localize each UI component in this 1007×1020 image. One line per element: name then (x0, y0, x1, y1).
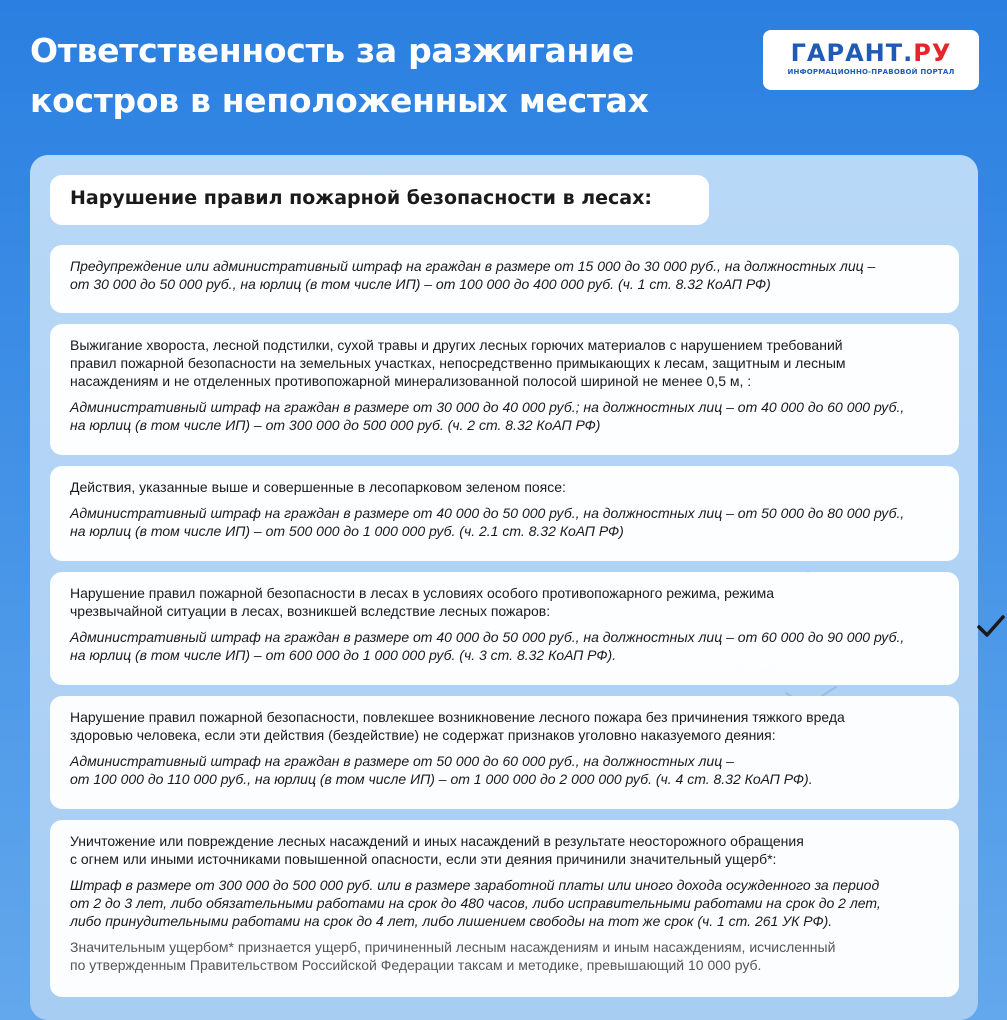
penalty-line-1: Административный штраф на граждан в размере от 30 000 до 40 000 руб.; на должностных лиц – от 40 000 до 60 000 руб., (70, 399, 905, 415)
penalty-text (70, 504, 939, 540)
logo-name-part-1: ГАРАНТ. (790, 39, 914, 67)
penalty-line-2: от 2 до 3 лет, либо обязательными работами на срок до 480 часов, либо исправительными работами на срок до 2 лет, (70, 895, 881, 911)
logo-name-part-2: РУ (913, 39, 952, 67)
penalty-line-2: от 30 000 до 50 000 руб., на юрлиц (в том числе ИП) – от 100 000 до 400 000 руб. (ч. 1 ст. 8.32 КоАП РФ) (70, 276, 771, 292)
penalty-line-2: на юрлиц (в том числе ИП) – от 500 000 до 1 000 000 руб. (ч. 2.1 ст. 8.32 КоАП РФ) (70, 523, 624, 539)
description-line-1: Нарушение правил пожарной безопасности, повлекшее возникновение лесного пожара без причинения тяжкого вреда (70, 709, 845, 725)
description-line-2: здоровью человека, если эти действия (бездействие) не содержат признаков уголовно наказуемого деяния: (70, 727, 776, 743)
penalty-line-1: Административный штраф на граждан в размере от 40 000 до 50 000 руб., на должностных лиц – от 50 000 до 80 000 руб., (70, 505, 905, 521)
penalty-text (70, 257, 939, 293)
penalty-line-2: от 100 000 до 110 000 руб., на юрлиц (в том числе ИП) – от 1 000 000 до 2 000 000 руб. (ч. 4 ст. 8.32 КоАП РФ). (70, 771, 813, 787)
penalty-line-1: Предупреждение или административный штраф на граждан в размере от 15 000 до 30 000 руб., на должностных лиц – (70, 258, 876, 274)
description-line-2: чрезвычайной ситуации в лесах, возникшей вследствие лесных пожаров: (70, 603, 551, 619)
footnote-line-1: Значительным ущербом* признается ущерб, причиненный лесным насаждениям и иным насаждениям, исчисленный (70, 939, 836, 955)
penalty-card-1 (50, 245, 959, 313)
description-line-1: Действия, указанные выше и совершенные в лесопарковом зеленом поясе: (70, 479, 566, 495)
penalty-card-5 (50, 696, 959, 809)
violation-description (70, 708, 939, 744)
description-line-1: Выжигание хвороста, лесной подстилки, сухой травы и других лесных горючих материалов с нарушением требований (70, 337, 843, 353)
logo-tagline: ИНФОРМАЦИОННО-ПРАВОВОЙ ПОРТАЛ (787, 68, 955, 76)
violation-description (70, 584, 939, 620)
penalty-text (70, 398, 939, 434)
penalty-card-6 (50, 820, 959, 997)
violation-description (70, 478, 939, 496)
penalty-card-4 (50, 572, 959, 685)
description-line-1: Уничтожение или повреждение лесных насаждений и иных насаждений в результате неосторожного обращения (70, 833, 804, 849)
penalty-text (70, 752, 939, 788)
footnote-line-2: по утвержденным Правительством Российской Федерации таксам и методике, превышающий 10 000 руб. (70, 957, 762, 973)
violation-description (70, 336, 939, 390)
checkmark-icon (976, 612, 1006, 640)
penalty-card-2 (50, 324, 959, 455)
penalty-line-1: Штраф в размере от 300 000 до 500 000 руб. или в размере заработной платы или иного дохода осужденного за период (70, 877, 880, 893)
penalty-line-1: Административный штраф на граждан в размере от 40 000 до 50 000 руб., на должностных лиц – от 60 000 до 90 000 руб., (70, 629, 905, 645)
penalty-text (70, 628, 939, 664)
description-line-3: насаждениям и не отделенных противопожарной минерализованной полосой шириной не менее 0,5 м, : (70, 373, 752, 389)
description-line-1: Нарушение правил пожарной безопасности в лесах в условиях особого противопожарного режима, режима (70, 585, 775, 601)
penalty-line-1: Административный штраф на граждан в размере от 50 000 до 60 000 руб., на должностных лиц – (70, 753, 734, 769)
penalty-line-2: на юрлиц (в том числе ИП) – от 300 000 до 500 000 руб. (ч. 2 ст. 8.32 КоАП РФ) (70, 417, 601, 433)
garant-logo[interactable] (763, 30, 979, 90)
logo-name (763, 39, 979, 67)
violation-description (70, 832, 939, 868)
footnote (70, 938, 939, 974)
penalty-text (70, 876, 939, 930)
penalty-line-3: либо принудительными работами на срок до 4 лет, либо лишением свободы на тот же срок (ч. 1 ст. 261 УК РФ). (70, 913, 833, 929)
page-title-line-1: Ответственность за разжигание (30, 31, 634, 70)
description-line-2: правил пожарной безопасности на земельных участках, непосредственно примыкающих к лесам, защитным и лесным (70, 355, 846, 371)
description-line-2: с огнем или иными источниками повышенной опасности, если эти деяния причинили значительный ущерб*: (70, 851, 777, 867)
penalty-line-2: на юрлиц (в том числе ИП) – от 600 000 до 1 000 000 руб. (ч. 3 ст. 8.32 КоАП РФ). (70, 647, 617, 663)
content-panel (30, 155, 978, 1020)
page-title-line-2: костров в неположенных местах (30, 81, 649, 120)
penalty-card-3 (50, 466, 959, 561)
section-title: Нарушение правил пожарной безопасности в лесах: (50, 175, 709, 225)
page-title (30, 26, 730, 126)
